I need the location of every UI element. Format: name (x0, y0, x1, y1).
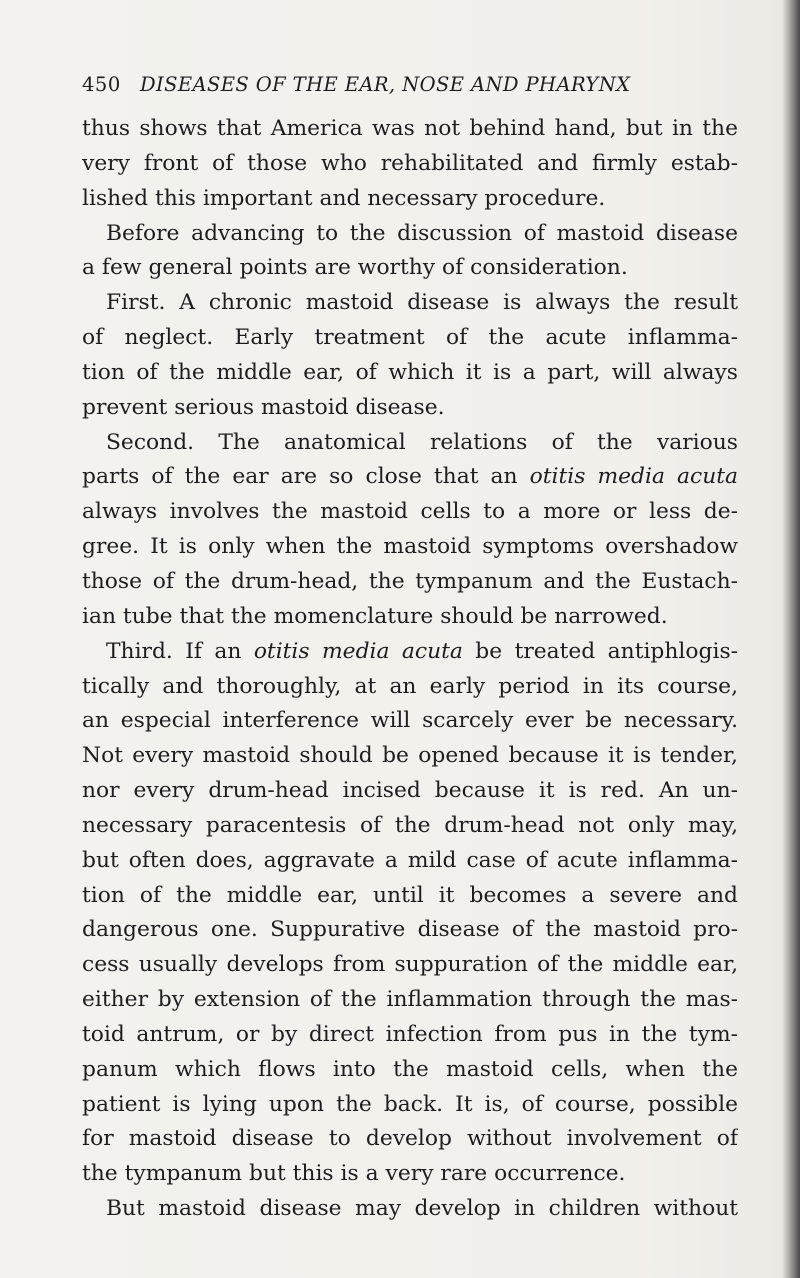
text-line: those of the drum-head, the tympanum and the Eustach- (82, 568, 738, 594)
running-title: DISEASES OF THE EAR, NOSE AND PHARYNX (140, 73, 631, 96)
text-line: gree. It is only when the mastoid symptoms overshadow (82, 534, 738, 560)
text-line: an especial interference will scarcely ever be necessary. (82, 708, 738, 734)
text-line: the tympanum but this is a very rare occurrence. (82, 1161, 626, 1187)
text-line: toid antrum, or by direct infection from pus in the tym- (82, 1021, 738, 1047)
text-line: but often does, aggravate a mild case of acute inflamma- (82, 847, 738, 873)
text-line: cess usually develops from suppuration of the middle ear, (82, 952, 738, 978)
text-line: Not every mastoid should be opened because it is tender, (82, 743, 738, 769)
text-line: ian tube that the momenclature should be narrowed. (82, 603, 668, 629)
page-edge-shadow (782, 0, 800, 1278)
text-run: be treated antiphlogis- (462, 638, 738, 664)
text-line: always involves the mastoid cells to a more or less de- (82, 499, 738, 525)
text-line: either by extension of the inflammation through the mas- (82, 987, 738, 1013)
text-line: But mastoid disease may develop in children without (106, 1196, 738, 1222)
body-text (82, 112, 738, 1227)
italic-term: otitis media acuta (529, 464, 738, 490)
text-line: dangerous one. Suppurative disease of the mastoid pro- (82, 917, 738, 943)
text-line: panum which flows into the mastoid cells, when the (82, 1056, 738, 1082)
italic-term: otitis media acuta (253, 638, 463, 664)
text-line: lished this important and necessary procedure. (82, 185, 606, 211)
text-run: Third. If an (106, 638, 254, 664)
text-line: patient is lying upon the back. It is, of course, possible (82, 1091, 738, 1117)
text-run: parts of the ear are so close that an (82, 464, 530, 490)
text-line (82, 635, 738, 670)
text-line: Before advancing to the discussion of mastoid disease (106, 220, 738, 246)
text-line: tically and thoroughly, at an early period in its course, (82, 673, 738, 699)
text-line (82, 460, 738, 495)
text-line: tion of the middle ear, of which it is a part, will always (82, 359, 738, 385)
text-line: for mastoid disease to develop without involvement of (82, 1126, 738, 1152)
text-line: a few general points are worthy of consideration. (82, 255, 628, 281)
running-head (82, 68, 742, 102)
text-line: thus shows that America was not behind hand, but in the (82, 116, 738, 141)
text-line: Second. The anatomical relations of the various (106, 429, 738, 455)
text-line: nor every drum-head incised because it is red. An un- (82, 778, 738, 804)
text-line: tion of the middle ear, until it becomes a severe and (82, 882, 738, 908)
text-line: prevent serious mastoid disease. (82, 394, 445, 420)
text-line: very front of those who rehabilitated and firmly estab- (82, 150, 738, 176)
text-line: First. A chronic mastoid disease is always the result (106, 290, 738, 316)
page-number: 450 (82, 73, 121, 96)
text-line: necessary paracentesis of the drum-head not only may, (82, 812, 738, 838)
text-line: of neglect. Early treatment of the acute inflamma- (82, 325, 738, 351)
